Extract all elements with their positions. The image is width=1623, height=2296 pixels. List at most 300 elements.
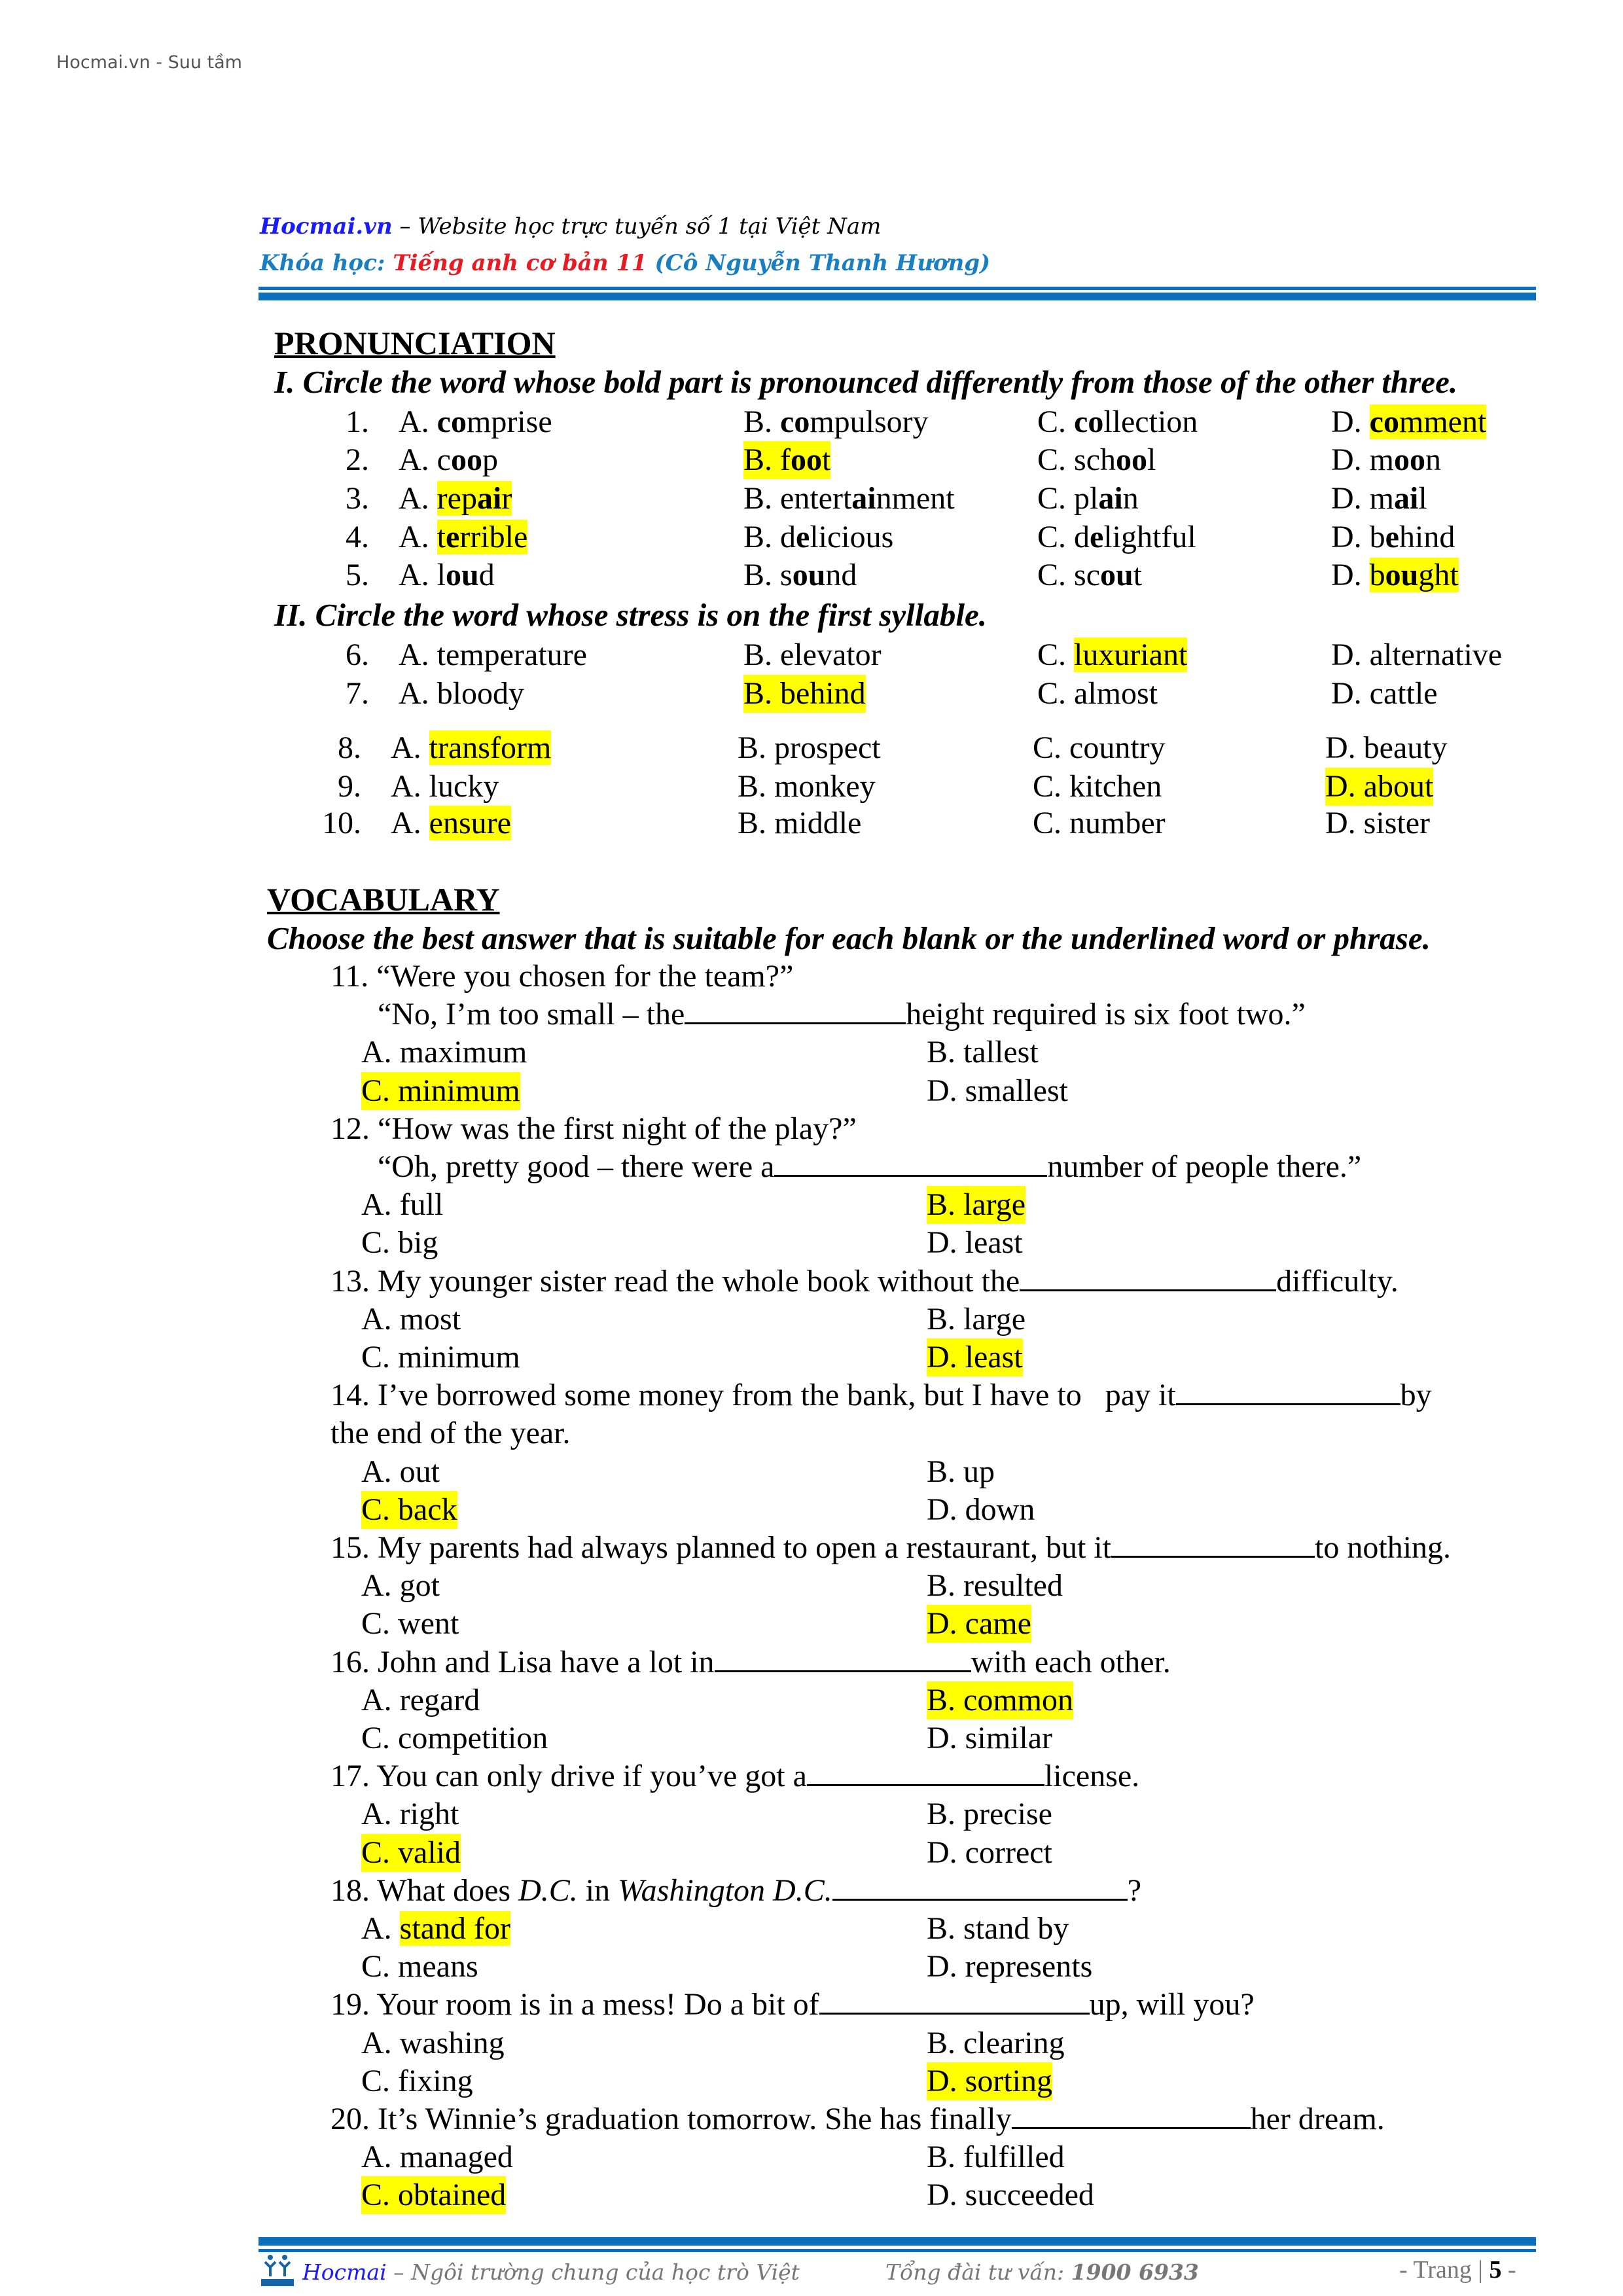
answer-option[interactable] bbox=[927, 1795, 1052, 1833]
option-text: full bbox=[399, 1187, 444, 1223]
word-part: b bbox=[1369, 558, 1385, 592]
option-letter: A. bbox=[399, 558, 437, 592]
word-part: ght bbox=[1418, 558, 1459, 592]
option-letter: A. bbox=[399, 442, 437, 477]
course-name: Tiếng anh cơ bản 11 bbox=[393, 250, 647, 276]
vocabulary-title: VOCABULARY bbox=[267, 881, 500, 918]
bold-part: co bbox=[437, 404, 467, 439]
option-text: regard bbox=[399, 1682, 480, 1717]
option-letter: A. bbox=[361, 1797, 400, 1832]
answer-option[interactable] bbox=[927, 1453, 995, 1491]
option-text: fulfilled bbox=[963, 2140, 1065, 2175]
word-part: t bbox=[1133, 558, 1143, 592]
answer-option[interactable] bbox=[1037, 518, 1196, 556]
question-number: 8. bbox=[338, 730, 361, 765]
question-text: Washington D.C. bbox=[618, 1873, 832, 1908]
answer-option[interactable] bbox=[1033, 804, 1166, 842]
option-letter: D. bbox=[1325, 769, 1364, 804]
word-part: l bbox=[1147, 442, 1156, 477]
vocabulary-instruction: Choose the best answer that is suitable for each blank or the underlined word or phrase. bbox=[267, 920, 1431, 956]
option-letter: C. bbox=[361, 1835, 399, 1870]
question-number: 9. bbox=[338, 769, 361, 804]
question-text: number of people there.” bbox=[1047, 1149, 1362, 1184]
option-text: represents bbox=[965, 1949, 1093, 1984]
answer-option[interactable] bbox=[1033, 768, 1162, 806]
answer-option[interactable] bbox=[361, 1300, 461, 1338]
site-header-line bbox=[260, 213, 881, 240]
answer-option[interactable] bbox=[361, 1948, 478, 1986]
option-letter: B. bbox=[927, 1911, 964, 1946]
option-letter: D. bbox=[1331, 676, 1370, 711]
option-letter: B. bbox=[927, 1454, 964, 1489]
option-word bbox=[1074, 481, 1139, 516]
option-letter: A. bbox=[361, 1187, 400, 1223]
option-letter: D. bbox=[927, 1835, 965, 1870]
option-word bbox=[1370, 442, 1441, 477]
option-letter: C. bbox=[361, 1606, 399, 1641]
answer-blank bbox=[715, 1644, 971, 1672]
word-part: cattle bbox=[1369, 676, 1438, 711]
option-word bbox=[1370, 558, 1459, 592]
option-letter: A. bbox=[361, 1682, 400, 1717]
option-text: succeeded bbox=[965, 2178, 1094, 2213]
answer-blank bbox=[1111, 1530, 1315, 1558]
word-part: mprise bbox=[466, 404, 552, 439]
word-part: licious bbox=[810, 520, 894, 554]
question-line bbox=[330, 1986, 1255, 2024]
answer-option[interactable] bbox=[927, 1567, 1063, 1605]
option-letter: B. bbox=[927, 1187, 964, 1223]
option-word bbox=[437, 442, 498, 477]
option-word bbox=[774, 730, 881, 765]
word-part: alternative bbox=[1369, 637, 1503, 672]
question-text: to nothing. bbox=[1315, 1530, 1452, 1565]
option-letter: B. bbox=[738, 730, 775, 765]
answer-option[interactable] bbox=[927, 1224, 1023, 1262]
question-text: 14. I’ve borrowed some money from the bank, but I have to pay it bbox=[330, 1378, 1176, 1413]
pronunciation-instruction-2: II. Circle the word whose stress is on the first syllable. bbox=[274, 597, 988, 633]
question-text: “Oh, pretty good – there were a bbox=[378, 1149, 775, 1184]
answer-blank bbox=[1012, 2101, 1251, 2129]
option-letter: A. bbox=[361, 2025, 400, 2060]
bold-part: ou bbox=[1100, 558, 1133, 592]
option-word bbox=[1364, 769, 1434, 804]
option-word bbox=[1074, 442, 1156, 477]
bold-part: co bbox=[1074, 404, 1104, 439]
question-number: 5. bbox=[346, 558, 369, 592]
answer-option[interactable] bbox=[391, 729, 551, 767]
option-word bbox=[437, 404, 552, 439]
option-letter: A. bbox=[399, 676, 437, 711]
word-part: r bbox=[501, 481, 512, 516]
answer-option[interactable] bbox=[399, 403, 552, 441]
answer-option[interactable] bbox=[391, 768, 499, 806]
bold-part: ai bbox=[1394, 481, 1419, 516]
answer-option[interactable] bbox=[738, 729, 881, 767]
answer-blank bbox=[1176, 1377, 1400, 1405]
pronunciation-title: PRONUNCIATION bbox=[274, 325, 556, 361]
option-letter: B. bbox=[927, 1682, 964, 1717]
question-line bbox=[330, 1872, 1141, 1910]
option-letter: C. bbox=[1033, 806, 1070, 840]
hocmai-logo bbox=[260, 2254, 296, 2287]
word-part: country bbox=[1069, 730, 1166, 765]
answer-option[interactable] bbox=[361, 1567, 440, 1605]
header-rule-thick bbox=[259, 293, 1536, 300]
option-letter: D. bbox=[927, 1340, 965, 1374]
question-number: 1. bbox=[346, 404, 369, 439]
word-part: lightful bbox=[1103, 520, 1196, 554]
answer-option[interactable] bbox=[743, 675, 866, 713]
option-word bbox=[774, 769, 876, 804]
option-letter: A. bbox=[391, 730, 429, 765]
option-word bbox=[429, 730, 552, 765]
answer-option[interactable] bbox=[1037, 480, 1139, 518]
option-letter: C. bbox=[1037, 520, 1075, 554]
question-line bbox=[330, 1110, 857, 1148]
answer-option[interactable] bbox=[743, 403, 929, 441]
option-letter: D. bbox=[927, 1492, 965, 1527]
option-letter: C. bbox=[361, 2178, 399, 2213]
bold-part: e bbox=[446, 520, 460, 554]
answer-option[interactable] bbox=[361, 1224, 438, 1262]
word-part: hind bbox=[1399, 520, 1455, 554]
answer-option[interactable] bbox=[927, 1186, 1026, 1224]
answer-option[interactable] bbox=[1037, 403, 1198, 441]
option-letter: B. bbox=[743, 558, 781, 592]
question-line bbox=[330, 1643, 1171, 1681]
question-text: 20. It’s Winnie’s graduation tomorrow. She has finally bbox=[330, 2102, 1012, 2136]
header-rule-thin bbox=[259, 287, 1536, 290]
answer-option[interactable] bbox=[738, 768, 876, 806]
option-word bbox=[1370, 404, 1487, 439]
word-part: lucky bbox=[429, 769, 499, 804]
option-letter: D. bbox=[1325, 730, 1364, 765]
word-part: temperature bbox=[437, 637, 587, 672]
option-word bbox=[780, 404, 929, 439]
answer-option[interactable] bbox=[1331, 675, 1438, 713]
option-letter: D. bbox=[927, 1225, 965, 1261]
question-text: D.C. bbox=[518, 1873, 578, 1908]
footer-rule-thick bbox=[259, 2237, 1536, 2246]
option-word bbox=[1069, 769, 1162, 804]
option-letter: A. bbox=[361, 1301, 400, 1336]
bold-part: co bbox=[1369, 404, 1399, 439]
word-part: b bbox=[1369, 520, 1385, 554]
answer-option[interactable] bbox=[361, 1719, 548, 1757]
pronunciation-instruction-1: I. Circle the word whose bold part is pronounced differently from those of the other three. bbox=[274, 364, 1458, 400]
option-letter: D. bbox=[927, 1606, 965, 1641]
answer-option[interactable] bbox=[1325, 804, 1430, 842]
answer-option[interactable] bbox=[927, 1338, 1023, 1376]
option-text: up bbox=[963, 1454, 995, 1489]
page-suffix: - bbox=[1501, 2256, 1516, 2284]
answer-option[interactable] bbox=[399, 675, 524, 713]
answer-option[interactable] bbox=[361, 1033, 527, 1071]
answer-option[interactable] bbox=[361, 2176, 506, 2214]
option-word bbox=[437, 558, 495, 592]
option-word bbox=[429, 769, 499, 804]
answer-option[interactable] bbox=[1033, 729, 1166, 767]
option-text: tallest bbox=[963, 1035, 1039, 1070]
hotline-number: 1900 6933 bbox=[1071, 2259, 1199, 2285]
option-letter: C. bbox=[1033, 769, 1070, 804]
answer-option[interactable] bbox=[399, 480, 512, 518]
option-word bbox=[1074, 404, 1198, 439]
question-text: in bbox=[577, 1873, 618, 1908]
answer-option[interactable] bbox=[1331, 556, 1459, 594]
answer-option[interactable] bbox=[738, 804, 861, 842]
question-text: 15. My parents had always planned to open a restaurant, but it bbox=[330, 1530, 1112, 1565]
answer-option[interactable] bbox=[1325, 729, 1448, 767]
option-text: common bbox=[963, 1682, 1073, 1717]
word-part: m bbox=[1369, 481, 1395, 516]
question-text: with each other. bbox=[971, 1644, 1171, 1679]
answer-option[interactable] bbox=[399, 556, 495, 594]
option-text: large bbox=[963, 1187, 1026, 1223]
word-part: transform bbox=[429, 730, 552, 765]
word-part: elevator bbox=[780, 637, 882, 672]
answer-option[interactable] bbox=[399, 518, 527, 556]
word-part: d bbox=[1074, 520, 1090, 554]
option-letter: B. bbox=[738, 806, 775, 840]
option-text: least bbox=[965, 1225, 1023, 1261]
word-part: nd bbox=[825, 558, 857, 592]
answer-option[interactable] bbox=[927, 2062, 1052, 2100]
option-word bbox=[1069, 730, 1166, 765]
answer-option[interactable] bbox=[743, 556, 857, 594]
answer-option[interactable] bbox=[1331, 441, 1441, 479]
word-part: p bbox=[482, 442, 498, 477]
answer-option[interactable] bbox=[1331, 403, 1486, 441]
answer-option[interactable] bbox=[927, 1033, 1039, 1071]
question-text: height required is six foot two.” bbox=[906, 997, 1306, 1032]
word-part: kitchen bbox=[1069, 769, 1162, 804]
option-text: clearing bbox=[963, 2025, 1065, 2060]
answer-option[interactable] bbox=[1331, 518, 1455, 556]
option-letter: B. bbox=[743, 404, 781, 439]
answer-option[interactable] bbox=[361, 1186, 443, 1224]
answer-blank bbox=[807, 1758, 1044, 1786]
answer-option[interactable] bbox=[361, 1338, 520, 1376]
answer-option[interactable] bbox=[361, 1681, 480, 1719]
footer-slogan bbox=[302, 2259, 800, 2285]
question-text: by bbox=[1400, 1378, 1432, 1413]
source-note: Hocmai.vn - Suu tầm bbox=[56, 52, 242, 73]
option-letter: B. bbox=[743, 481, 781, 516]
question-line bbox=[330, 1376, 1432, 1414]
option-letter: D. bbox=[1331, 637, 1370, 672]
option-letter: B. bbox=[743, 676, 781, 711]
option-letter: C. bbox=[361, 1492, 399, 1527]
word-part: sc bbox=[1074, 558, 1100, 592]
option-text: similar bbox=[965, 1721, 1052, 1755]
question-text: the end of the year. bbox=[330, 1416, 571, 1451]
option-text: down bbox=[965, 1492, 1035, 1527]
option-word bbox=[1370, 481, 1427, 516]
option-word bbox=[1364, 730, 1448, 765]
bold-part: e bbox=[1385, 520, 1399, 554]
answer-option[interactable] bbox=[361, 1605, 459, 1643]
option-word bbox=[780, 442, 830, 477]
answer-option[interactable] bbox=[361, 1910, 510, 1948]
option-letter: C. bbox=[1037, 558, 1075, 592]
word-part: sch bbox=[1074, 442, 1116, 477]
answer-option[interactable] bbox=[1037, 441, 1156, 479]
question-text: “No, I’m too small – the bbox=[378, 997, 685, 1032]
word-part: mment bbox=[1399, 404, 1487, 439]
word-part: middle bbox=[774, 806, 862, 840]
bold-part: ou bbox=[1385, 558, 1419, 592]
option-word bbox=[1074, 637, 1187, 672]
answer-option[interactable] bbox=[361, 1795, 459, 1833]
answer-option[interactable] bbox=[361, 2138, 513, 2176]
question-text: her dream. bbox=[1250, 2102, 1385, 2136]
option-word bbox=[437, 481, 512, 516]
option-word bbox=[437, 637, 587, 672]
option-text: back bbox=[398, 1492, 457, 1527]
option-letter: D. bbox=[927, 1949, 965, 1984]
answer-blank bbox=[832, 1873, 1128, 1901]
answer-option[interactable] bbox=[361, 1072, 520, 1110]
answer-option[interactable] bbox=[927, 1910, 1069, 1948]
word-part: about bbox=[1363, 769, 1434, 804]
option-text: resulted bbox=[963, 1568, 1063, 1604]
answer-blank bbox=[774, 1149, 1047, 1177]
question-line bbox=[378, 996, 1306, 1033]
answer-option[interactable] bbox=[361, 1453, 440, 1491]
bold-part: ai bbox=[851, 481, 876, 516]
answer-option[interactable] bbox=[927, 1300, 1026, 1338]
option-text: managed bbox=[399, 2140, 513, 2175]
question-text: ? bbox=[1127, 1873, 1142, 1908]
word-part: t bbox=[437, 520, 446, 554]
word-part: llection bbox=[1103, 404, 1198, 439]
word-part: l bbox=[1418, 481, 1427, 516]
site-tagline: – Website học trực tuyến số 1 tại Việt Nam bbox=[392, 213, 882, 240]
question-text: 16. John and Lisa have a lot in bbox=[330, 1644, 715, 1679]
option-letter: A. bbox=[361, 1454, 400, 1489]
word-part: prospect bbox=[774, 730, 881, 765]
question-text: up, will you? bbox=[1089, 1987, 1255, 2022]
option-text: precise bbox=[963, 1797, 1052, 1832]
option-word bbox=[437, 520, 528, 554]
word-part: bloody bbox=[437, 676, 525, 711]
word-part: almost bbox=[1074, 676, 1158, 711]
answer-option[interactable] bbox=[927, 1948, 1092, 1986]
option-letter: C. bbox=[361, 1949, 399, 1984]
footer-rule-thin bbox=[259, 2249, 1536, 2252]
option-text: came bbox=[965, 1606, 1031, 1641]
question-number: 2. bbox=[346, 442, 369, 477]
option-word bbox=[1364, 806, 1430, 840]
option-letter: C. bbox=[1037, 481, 1075, 516]
question-line bbox=[330, 958, 793, 996]
answer-option[interactable] bbox=[927, 2138, 1065, 2176]
option-letter: A. bbox=[399, 520, 437, 554]
site-name: Hocmai.vn bbox=[260, 213, 393, 240]
word-part: t bbox=[822, 442, 831, 477]
option-letter: C. bbox=[361, 2063, 399, 2098]
word-part: d bbox=[478, 558, 495, 592]
option-letter: D. bbox=[1331, 558, 1370, 592]
option-word bbox=[780, 676, 866, 711]
course-label: Khóa học: bbox=[260, 250, 393, 276]
option-word bbox=[1370, 637, 1503, 672]
word-part: n bbox=[1425, 442, 1442, 477]
word-part: number bbox=[1069, 806, 1166, 840]
option-text: went bbox=[398, 1606, 459, 1641]
bold-part: ou bbox=[792, 558, 826, 592]
answer-option[interactable] bbox=[927, 1072, 1068, 1110]
answer-option[interactable] bbox=[927, 2024, 1065, 2062]
question-text: license. bbox=[1044, 1759, 1140, 1794]
answer-option[interactable] bbox=[1037, 556, 1142, 594]
answer-option[interactable] bbox=[361, 1491, 457, 1529]
answer-option[interactable] bbox=[399, 441, 498, 479]
option-letter: B. bbox=[743, 520, 781, 554]
option-letter: C. bbox=[361, 1225, 399, 1261]
option-letter: C. bbox=[361, 1340, 399, 1374]
answer-option[interactable] bbox=[743, 441, 830, 479]
question-line bbox=[378, 1148, 1361, 1186]
course-teacher: (Cô Nguyễn Thanh Hương) bbox=[647, 250, 991, 276]
answer-option[interactable] bbox=[1037, 675, 1158, 713]
answer-option[interactable] bbox=[391, 804, 511, 842]
answer-option[interactable] bbox=[927, 1681, 1073, 1719]
answer-option[interactable] bbox=[361, 2062, 473, 2100]
option-letter: B. bbox=[927, 1301, 964, 1336]
answer-option[interactable] bbox=[927, 1719, 1052, 1757]
answer-option[interactable] bbox=[927, 1491, 1035, 1529]
option-letter: B. bbox=[743, 637, 781, 672]
answer-option[interactable] bbox=[1331, 480, 1427, 518]
page-indicator bbox=[1399, 2255, 1516, 2284]
word-part: beauty bbox=[1363, 730, 1448, 765]
bold-part: ai bbox=[476, 481, 502, 516]
answer-option[interactable] bbox=[1325, 768, 1433, 806]
answer-option[interactable] bbox=[1331, 636, 1502, 674]
answer-option[interactable] bbox=[1037, 636, 1187, 674]
option-letter: D. bbox=[1331, 442, 1370, 477]
question-text: 12. “How was the first night of the play?” bbox=[330, 1111, 857, 1146]
option-letter: C. bbox=[1037, 637, 1075, 672]
word-part: c bbox=[437, 442, 451, 477]
option-word bbox=[1074, 676, 1158, 711]
option-letter: A. bbox=[361, 1035, 400, 1070]
option-letter: A. bbox=[391, 769, 429, 804]
option-letter: A. bbox=[391, 806, 429, 840]
option-word bbox=[1074, 558, 1142, 592]
answer-option[interactable] bbox=[927, 1605, 1031, 1643]
answer-option[interactable] bbox=[743, 636, 882, 674]
option-text: got bbox=[399, 1568, 440, 1604]
answer-option[interactable] bbox=[361, 1834, 461, 1872]
answer-option[interactable] bbox=[927, 2176, 1094, 2214]
answer-option[interactable] bbox=[927, 1834, 1052, 1872]
answer-option[interactable] bbox=[361, 2024, 505, 2062]
option-letter: D. bbox=[1331, 404, 1370, 439]
word-part: ensure bbox=[429, 806, 511, 840]
answer-option[interactable] bbox=[743, 518, 893, 556]
answer-option[interactable] bbox=[399, 636, 587, 674]
hotline-label: Tổng đài tư vấn: bbox=[885, 2259, 1071, 2285]
word-part: m bbox=[1369, 442, 1395, 477]
option-letter: D. bbox=[927, 1721, 965, 1755]
option-letter: B. bbox=[743, 442, 781, 477]
answer-option[interactable] bbox=[743, 480, 955, 518]
question-number: 10. bbox=[322, 806, 361, 840]
